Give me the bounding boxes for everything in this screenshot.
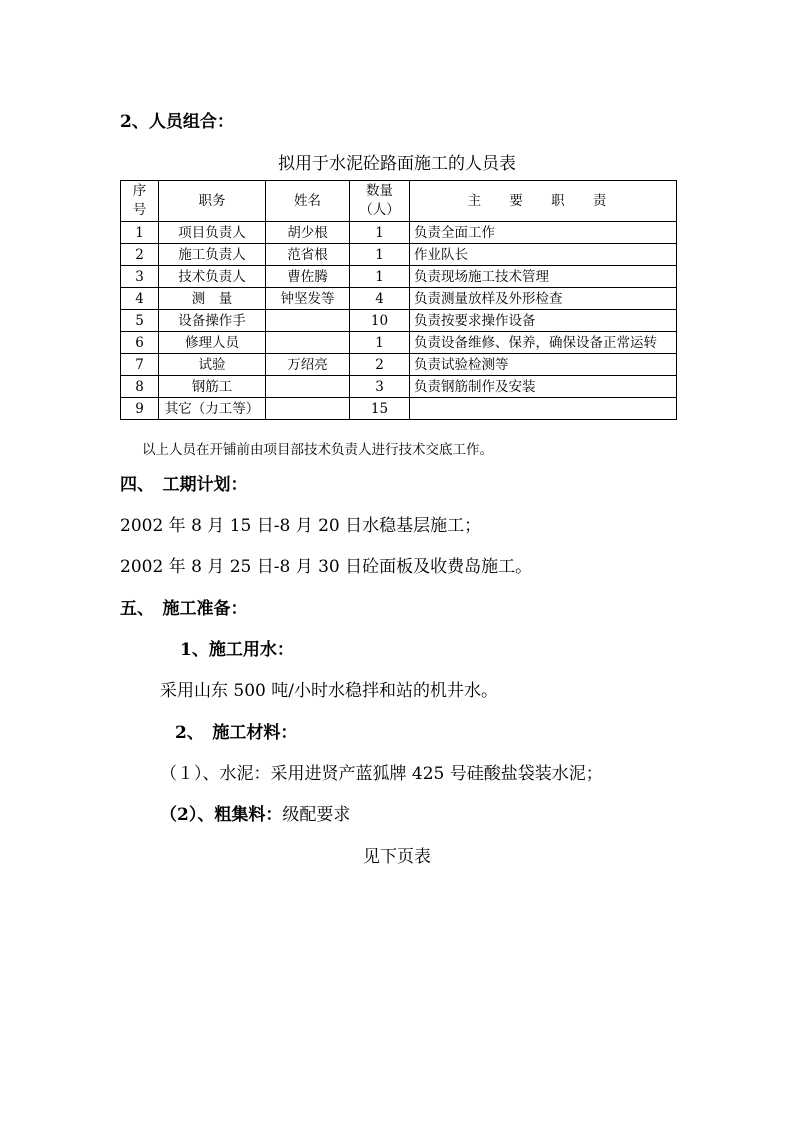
cell-index: 6 xyxy=(121,332,159,354)
header-position: 职务 xyxy=(159,181,266,222)
cell-index: 5 xyxy=(121,310,159,332)
table-row xyxy=(121,222,677,244)
cell-duties: 负责全面工作 xyxy=(410,222,677,244)
water-text: 采用山东 500 吨/小时水稳拌和站的机井水。 xyxy=(160,681,498,701)
cell-index: 9 xyxy=(121,398,159,420)
table-caption: 拟用于水泥砼路面施工的人员表 xyxy=(278,154,516,174)
cell-name xyxy=(266,398,350,420)
cell-duties xyxy=(410,398,677,420)
schedule-line-2: 2002 年 8 月 25 日-8 月 30 日砼面板及收费岛施工。 xyxy=(120,557,533,577)
cell-index: 8 xyxy=(121,376,159,398)
aggregate-text: 级配要求 xyxy=(282,805,351,825)
cell-position: 技术负责人 xyxy=(159,266,266,288)
section-heading-schedule: 四、 工期计划： xyxy=(120,475,248,495)
cell-name: 万绍亮 xyxy=(266,354,350,376)
cell-name: 范省根 xyxy=(266,244,350,266)
cell-position: 设备操作手 xyxy=(159,310,266,332)
header-index: 序 号 xyxy=(121,181,159,222)
header-duties: 主 要 职 责 xyxy=(410,181,677,222)
cell-count: 3 xyxy=(350,376,410,398)
cell-position: 其它（力工等） xyxy=(159,398,266,420)
cell-duties: 作业队长 xyxy=(410,244,677,266)
cell-name xyxy=(266,376,350,398)
table-row xyxy=(121,376,677,398)
cell-position: 修理人员 xyxy=(159,332,266,354)
header-count: 数量 （人） xyxy=(350,181,410,222)
cell-name: 钟坚发等 xyxy=(266,288,350,310)
table-row xyxy=(121,288,677,310)
section-heading-prep: 五、 施工准备： xyxy=(120,599,248,619)
aggregate-label: （2）、粗集料： xyxy=(160,805,283,825)
header-name: 姓名 xyxy=(266,181,350,222)
cell-index: 3 xyxy=(121,266,159,288)
table-row xyxy=(121,244,677,266)
see-next-page: 见下页表 xyxy=(363,847,431,867)
staff-table xyxy=(120,180,677,420)
cell-index: 1 xyxy=(121,222,159,244)
cell-name: 曹佐腾 xyxy=(266,266,350,288)
table-row xyxy=(121,266,677,288)
cell-name: 胡少根 xyxy=(266,222,350,244)
cell-duties: 负责测量放样及外形检查 xyxy=(410,288,677,310)
cement-text: （１）、水泥：采用进贤产蓝狐牌 425 号硅酸盐袋装水泥； xyxy=(160,764,603,784)
cell-name xyxy=(266,310,350,332)
cell-index: 4 xyxy=(121,288,159,310)
table-row xyxy=(121,332,677,354)
cell-duties: 负责设备维修、保养，确保设备正常运转 xyxy=(410,332,677,354)
cell-position: 测 量 xyxy=(159,288,266,310)
cell-count: 1 xyxy=(350,332,410,354)
cell-count: 2 xyxy=(350,354,410,376)
cell-count: 1 xyxy=(350,266,410,288)
cell-duties: 负责钢筋制作及安装 xyxy=(410,376,677,398)
schedule-line-1: 2002 年 8 月 15 日-8 月 20 日水稳基层施工； xyxy=(120,516,482,536)
cell-count: 1 xyxy=(350,244,410,266)
section-heading-personnel: 2、人员组合： xyxy=(120,112,234,132)
cell-duties: 负责试验检测等 xyxy=(410,354,677,376)
subheading-water: 1、施工用水： xyxy=(180,640,294,660)
cell-duties: 负责按要求操作设备 xyxy=(410,310,677,332)
cell-position: 试验 xyxy=(159,354,266,376)
table-header-row xyxy=(121,181,677,222)
cell-position: 钢筋工 xyxy=(159,376,266,398)
cell-count: 1 xyxy=(350,222,410,244)
cell-position: 施工负责人 xyxy=(159,244,266,266)
cell-count: 15 xyxy=(350,398,410,420)
table-note: 以上人员在开铺前由项目部技术负责人进行技术交底工作。 xyxy=(142,442,493,458)
table-row xyxy=(121,354,677,376)
cell-position: 项目负责人 xyxy=(159,222,266,244)
cell-index: 7 xyxy=(121,354,159,376)
cell-count: 4 xyxy=(350,288,410,310)
table-row xyxy=(121,398,677,420)
table-row xyxy=(121,310,677,332)
aggregate-line xyxy=(160,800,350,825)
subheading-materials: 2、 施工材料： xyxy=(175,723,298,743)
cell-count: 10 xyxy=(350,310,410,332)
cell-duties: 负责现场施工技术管理 xyxy=(410,266,677,288)
cell-name xyxy=(266,332,350,354)
cell-index: 2 xyxy=(121,244,159,266)
